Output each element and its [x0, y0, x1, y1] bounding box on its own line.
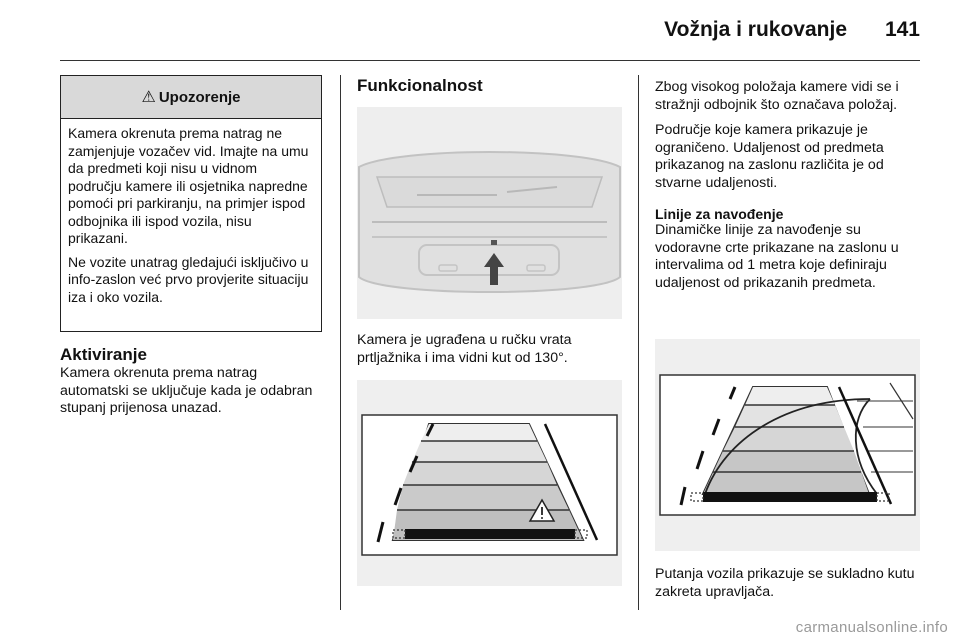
header-rule — [60, 60, 920, 61]
right-column-text — [655, 79, 930, 300]
warning-box — [60, 75, 322, 332]
car-rear-drawing — [357, 107, 622, 319]
guide-lines-text: Dinamičke linije za navođenje su vodoravne crte prikazane na zaslonu u intervalima od 1 metra koje definiraju udaljenost od prikazanih predmeta. — [655, 222, 899, 291]
header-title: Vožnja i rukovanje — [664, 18, 847, 41]
page-number: 141 — [884, 18, 920, 41]
guide-lines-screen — [357, 380, 622, 586]
warning-paragraph: Ne vozite unatrag gledajući isključivo u info-zaslon već prvo provjerite situaciju iza i oko vozila. — [68, 253, 309, 305]
functionality-section — [357, 76, 627, 96]
functionality-heading: Funkcionalnost — [357, 76, 483, 95]
camera-caption: Kamera je ugrađena u ručku vrata prtljažnika i ima vidni kut od 130°. — [357, 332, 572, 366]
activation-section — [60, 345, 322, 426]
warning-header — [61, 76, 321, 119]
trajectory-screen — [655, 339, 920, 551]
limited-area-paragraph: Područje koje kamera prikazuje je ograničeno. Udaljenost od predmeta prikazanog na zaslonu različita je od stvarne udaljenosti. — [655, 122, 884, 191]
warning-triangle-icon: ⚠ — [141, 89, 156, 106]
camera-display-illustration — [357, 380, 622, 586]
warning-paragraph: Kamera okrenuta prema natrag ne zamjenjuje vozačev vid. Imajte na umu da predmeti koji nisu u vidnom području kamere ili osjetnika napredne pomoći pri parkiranju, na primjer ispod odbojnika ili ispod vozila, nisu prikazani. — [68, 125, 309, 246]
warning-body — [61, 119, 321, 318]
warning-title: Upozorenje — [158, 88, 241, 106]
activation-text: Kamera okrenuta prema natrag automatski se uključuje kada je odabran stupanj prijenosa unazad. — [60, 365, 313, 416]
column-divider — [340, 75, 341, 610]
page-header — [0, 0, 960, 60]
activation-heading: Aktiviranje — [60, 345, 147, 364]
camera-icon — [491, 240, 497, 245]
guide-lines-heading: Linije za navođenje — [655, 206, 784, 222]
footer-url[interactable]: carmanualsonline.info — [795, 619, 948, 636]
trajectory-display-illustration — [655, 339, 920, 551]
camera-location-illustration — [357, 107, 622, 319]
bumper-paragraph: Zbog visokog položaja kamere vidi se i stražnji odbojnik što označava položaj. — [655, 79, 899, 113]
trajectory-caption: Putanja vozila prikazuje se sukladno kutu zakreta upravljača. — [655, 566, 915, 600]
column-divider — [638, 75, 639, 610]
